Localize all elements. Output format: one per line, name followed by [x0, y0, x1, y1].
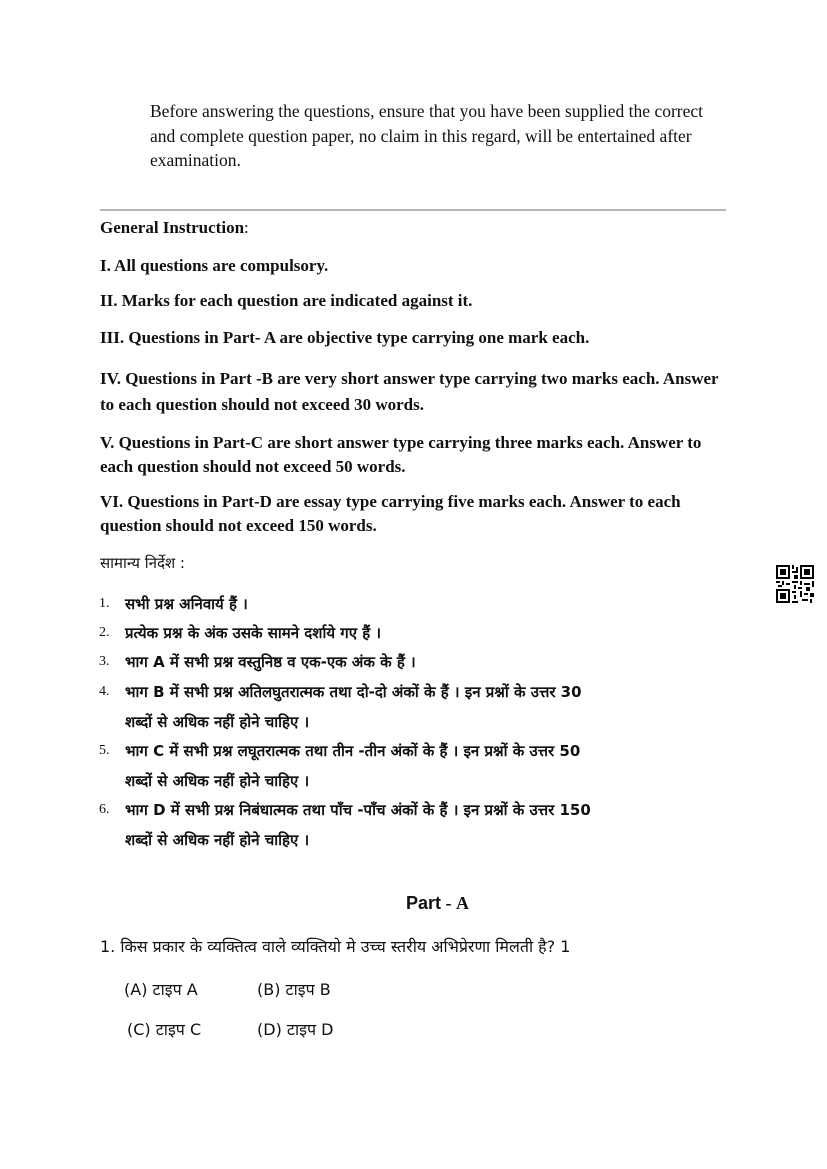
- hindi-item-text: भाग C में सभी प्रश्न लघूतरात्मक तथा तीन -तीन अंकों के हैं । इन प्रश्नों के उत्तर 50: [125, 742, 581, 760]
- hindi-item-number: 6.: [99, 802, 110, 817]
- hindi-item-text: शब्दों से अधिक नहीं होने चाहिए ।: [125, 713, 310, 731]
- qr-code-icon: [776, 565, 814, 603]
- instruction-1: I. All questions are compulsory.: [100, 256, 329, 275]
- hindi-item-text: शब्दों से अधिक नहीं होने चाहिए ।: [125, 772, 310, 790]
- option-c: (C) टाइप C: [127, 1020, 202, 1039]
- option-d: (D) टाइप D: [257, 1020, 334, 1039]
- instruction-4: IV. Questions in Part -B are very short answer type carrying two marks each. Answer to each question should not exceed 30 words.: [100, 369, 719, 414]
- notice-text: Before answering the questions, ensure that you have been supplied the correct and complete question paper, no claim in this regard, will be entertained after examination.: [150, 101, 704, 170]
- hindi-item-number: 4.: [99, 684, 110, 699]
- hindi-item-text: प्रत्येक प्रश्न के अंक उसके सामने दर्शाये गए हैं ।: [125, 624, 382, 642]
- part-a-title: Part - A: [405, 893, 469, 913]
- hindi-item-text: भाग D में सभी प्रश्न निबंधात्मक तथा पाँच -पाँच अंकों के हैं । इन प्रश्नों के उत्तर 150: [125, 801, 591, 819]
- instruction-5: V. Questions in Part-C are short answer type carrying three marks each. Answer to each question should not exceed 50 words.: [100, 433, 702, 476]
- question-1-text: 1. किस प्रकार के व्यक्तित्व वाले व्यक्तियो मे उच्च स्तरीय अभिप्रेरणा मिलती है? 1: [100, 937, 571, 956]
- general-instruction-title: General Instruction:: [100, 218, 249, 237]
- hindi-item-text: भाग A में सभी प्रश्न वस्तुनिष्ठ व एक-एक अंक के हैं ।: [125, 653, 416, 671]
- hindi-item-number: 1.: [99, 596, 110, 611]
- option-a: (A) टाइप A: [124, 980, 198, 999]
- hindi-item-text: भाग B में सभी प्रश्न अतिलघुतरात्मक तथा दो-दो अंकों के हैं । इन प्रश्नों के उत्तर 30: [125, 683, 582, 701]
- instruction-3: III. Questions in Part- A are objective type carrying one mark each.: [100, 328, 590, 347]
- hindi-item-number: 5.: [99, 743, 110, 758]
- hindi-item-number: 3.: [99, 654, 110, 669]
- instruction-6: VI. Questions in Part-D are essay type carrying five marks each. Answer to each question should not exceed 150 words.: [100, 492, 681, 535]
- hindi-item-text: सभी प्रश्न अनिवार्य हैं ।: [125, 595, 248, 613]
- hindi-instruction-title: सामान्य निर्देश :: [100, 554, 185, 572]
- divider-line: [100, 209, 726, 211]
- hindi-item-number: 2.: [99, 625, 110, 640]
- instruction-2: II. Marks for each question are indicated against it.: [100, 291, 473, 310]
- hindi-item-text: शब्दों से अधिक नहीं होने चाहिए ।: [125, 831, 310, 849]
- option-b: (B) टाइप B: [257, 980, 331, 999]
